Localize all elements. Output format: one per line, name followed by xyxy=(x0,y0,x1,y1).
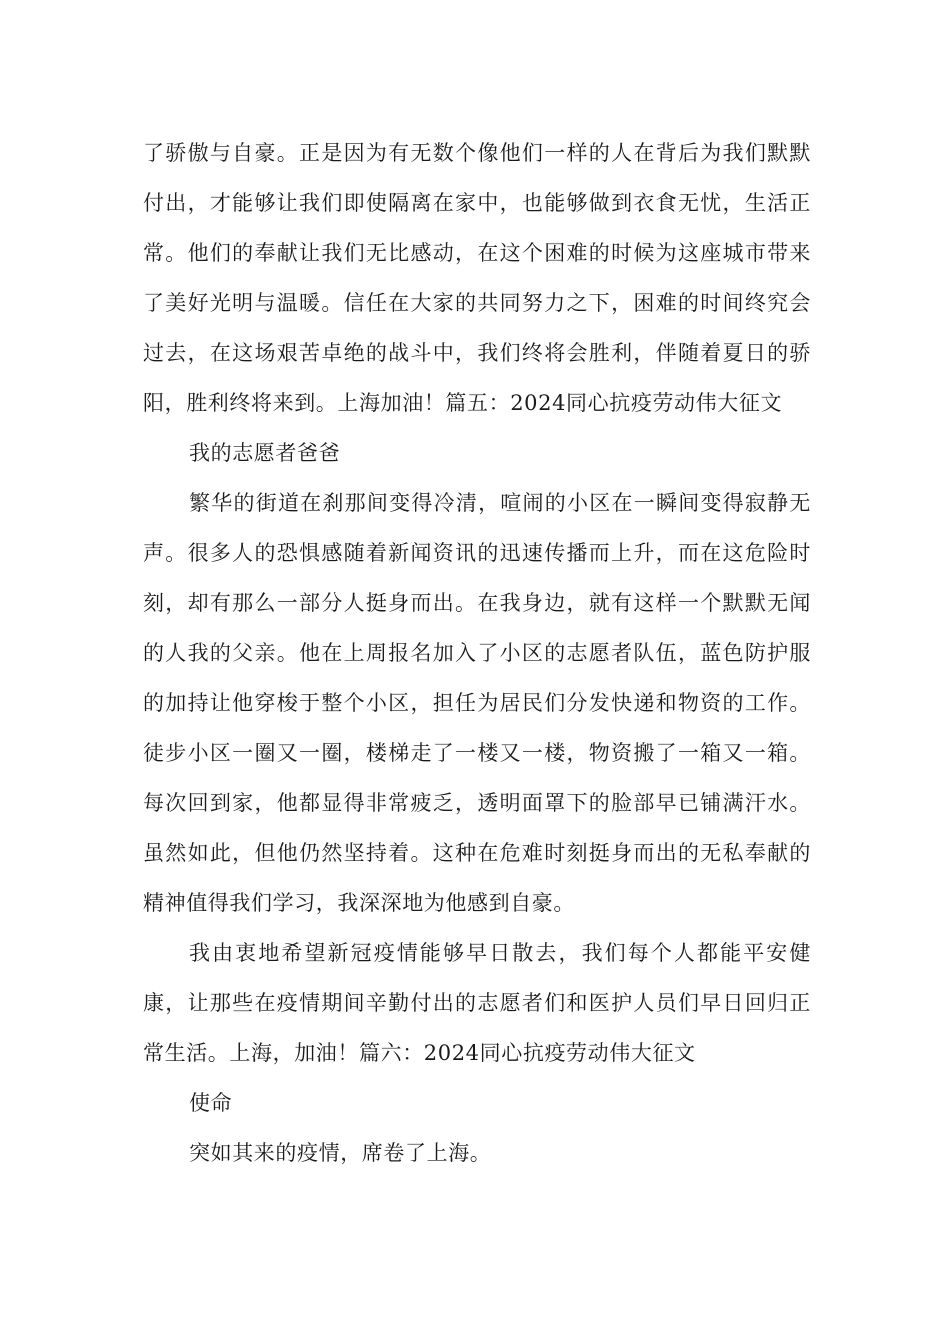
paragraph-mission-opening: 突如其来的疫情，席卷了上海。 xyxy=(189,1141,492,1165)
section-title-volunteer-dad: 我的志愿者爸爸 xyxy=(189,441,341,465)
paragraph-wish: 我由衷地希望新冠疫情能够早日散去，我们每个人都能平安健康，让那些在疫情期间辛勤付出的志愿者们和医护人员们早日回归正常生活。上海，加油！篇六：2024同心抗疫劳动伟大征文 xyxy=(143,941,811,1065)
section-title-mission: 使命 xyxy=(189,1091,233,1115)
paragraph-continuation: 了骄傲与自豪。正是因为有无数个像他们一样的人在背后为我们默默付出，才能够让我们即使隔离在家中，也能够做到衣食无忧，生活正常。他们的奉献让我们无比感动，在这个困难的时候为这座城市带来了美好光明与温暖。信任在大家的共同努力之下，困难的时间终究会过去，在这场艰苦卓绝的战斗中，我们终将会胜利，伴随着夏日的骄阳，胜利终将来到。上海加油！篇五：2024同心抗疫劳动伟大征文 xyxy=(143,141,811,415)
paragraph-volunteer-story: 繁华的街道在刹那间变得冷清，喧闹的小区在一瞬间变得寂静无声。很多人的恐惧感随着新闻资讯的迅速传播而上升，而在这危险时刻，却有那么一部分人挺身而出。在我身边，就有这样一个默默无闻的人我的父亲。他在上周报名加入了小区的志愿者队伍，蓝色防护服的加持让他穿梭于整个小区，担任为居民们分发快递和物资的工作。徒步小区一圈又一圈，楼梯走了一楼又一楼，物资搬了一箱又一箱。每次回到家，他都显得非常疲乏，透明面罩下的脸部早已铺满汗水。虽然如此，但他仍然坚持着。这种在危难时刻挺身而出的无私奉献的精神值得我们学习，我深深地为他感到自豪。 xyxy=(143,491,811,915)
document-body xyxy=(143,128,811,1178)
